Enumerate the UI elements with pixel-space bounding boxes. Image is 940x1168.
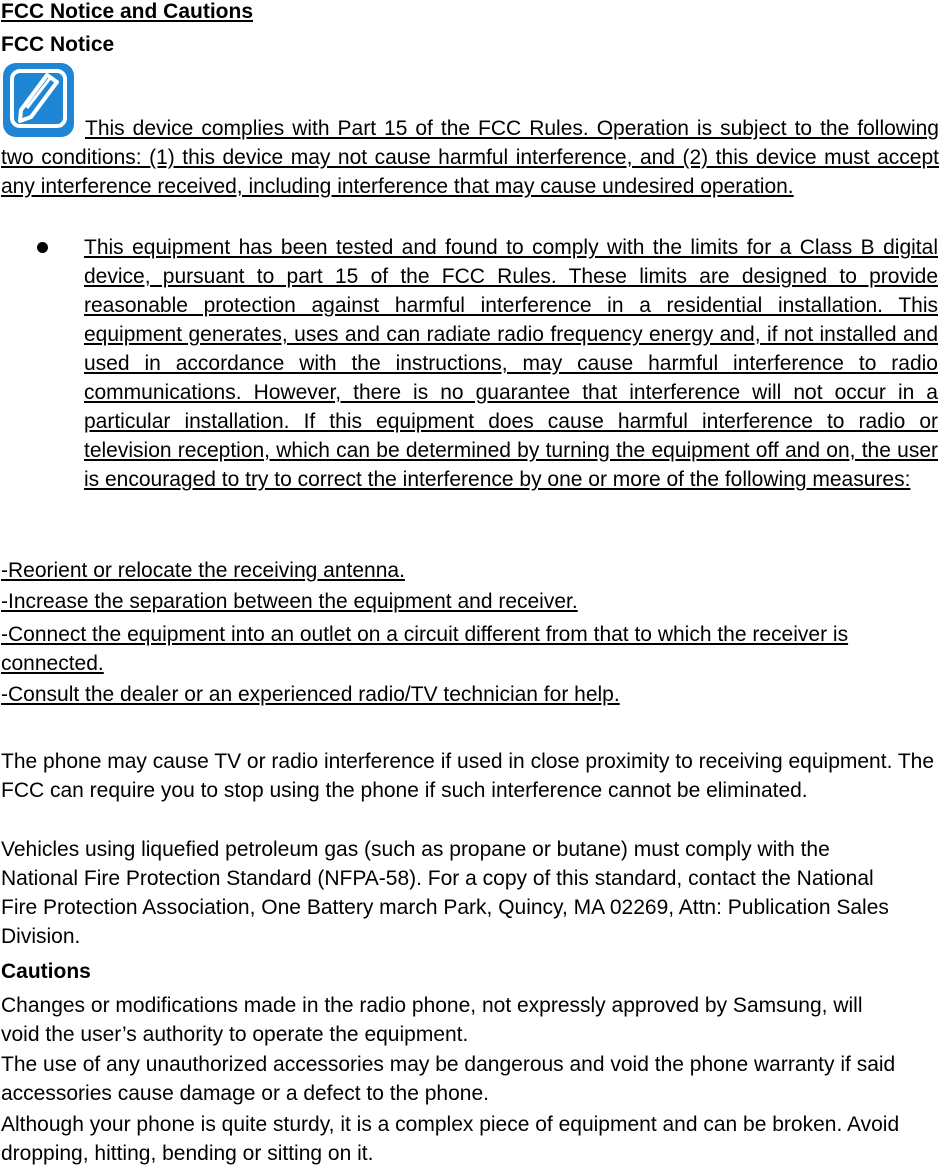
bullet-dot <box>37 242 48 253</box>
cautions-paragraph: The use of any unauthorized accessories may be dangerous and void the phone warranty if said accessories cause damage or a defect to the phone. <box>1 1053 896 1105</box>
page-title: FCC Notice and Cautions <box>1 0 254 23</box>
measure-item: -Connect the equipment into an outlet on a circuit different from that to which the receiver is connected. <box>1 623 849 675</box>
interference-bullet-text: This equipment has been tested and found to comply with the limits for a Class B digital device, pursuant to part 15 of the FCC Rules. These limits are designed to provide reasonable protection against harmful interference in a residential installation. This equipment generates, uses and can radiate radio frequency energy and, if not installed and used in accordance with the instructions, may cause harmful interference to radio communications. However, there is no guarantee that interference will not occur in a particular installation. If this equipment does cause harmful interference to radio or television reception, which can be determined by turning the equipment off and on, the user is encouraged to try to correct the interference by one or more of the following measures: <box>84 236 938 491</box>
measure-item: -Reorient or relocate the receiving antenna. <box>1 559 405 582</box>
fcc-compliance-text: This device complies with Part 15 of the FCC Rules. Operation is subject to the following two conditions: (1) this device may not cause harmful interference, and (2) this device must accept any interference received, including interference that may cause undesired operation. <box>1 117 939 198</box>
cautions-heading: Cautions <box>1 960 91 983</box>
measure-item: -Increase the separation between the equipment and receiver. <box>1 590 578 613</box>
tv-interference-paragraph: The phone may cause TV or radio interference if used in close proximity to receiving equipment. The FCC can require you to stop using the phone if such interference cannot be eliminated. <box>1 750 935 802</box>
cautions-paragraph: Although your phone is quite sturdy, it is a complex piece of equipment and can be broken. Avoid dropping, hitting, bending or sitting on it. <box>1 1113 900 1165</box>
measure-item: -Consult the dealer or an experienced radio/TV technician for help. <box>1 683 620 706</box>
cautions-paragraph: Changes or modifications made in the radio phone, not expressly approved by Samsung, will void the user’s authority to operate the equipment. <box>1 994 863 1046</box>
fcc-notice-heading: FCC Notice <box>1 33 115 56</box>
vehicles-paragraph: Vehicles using liquefied petroleum gas (such as propane or butane) must comply with the National Fire Protection Standard (NFPA-58). For a copy of this standard, contact the National Fire Protection Association, One Battery march Park, Quincy, MA 02269, Attn: Publication Sales Division. <box>1 838 889 948</box>
fcc-compliance-paragraph <box>1 114 939 201</box>
